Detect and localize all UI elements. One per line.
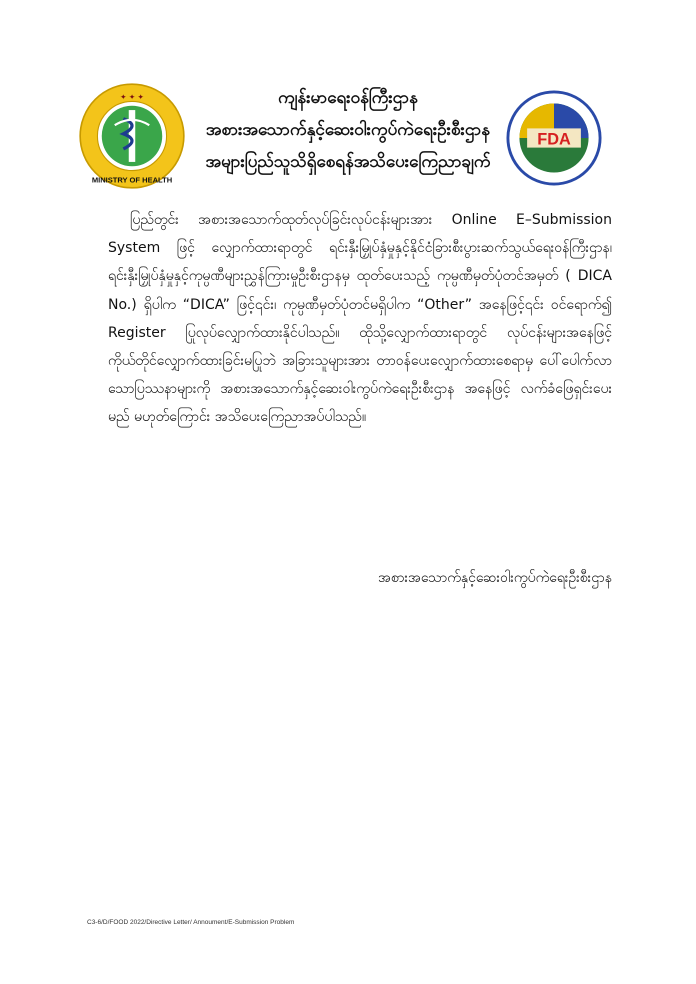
announcement-title: အများပြည်သူသိရှိစေရန်အသိပေးကြေညာချက် <box>205 152 491 172</box>
fda-logo <box>506 90 602 186</box>
ministry-title: ကျန်းမာရေးဝန်ကြီးဌာန <box>278 88 418 108</box>
ministry-of-health-logo <box>78 82 186 190</box>
body-paragraph: ပြည်တွင်း အစားအသောက်ထုတ်လုပ်ခြင်းလုပ်ငန်းများအား Online E–Submission System ဖြင့် လျှောက်ထားရာတွင် ရင်းနှီးမြှုပ်နှံမှုနှင့်နိုင်ငံခြားစီးပွားဆက်သွယ်ရေးဝန်ကြီးဌာန၊ ရင်းနှီးမြှုပ်နှံမှုနှင့်ကုမ္ပဏီများညွှန်ကြားမှုဦးစီးဌာနမှ ထုတ်ပေးသည့် ကုမ္ပဏီမှတ်ပုံတင်အမှတ် ( DICA No.) ရှိပါက “DICA” ဖြင့်၎င်း၊ ကုမ္ပဏီမှတ်ပုံတင်မရှိပါက “Other” အနေဖြင့်၎င်း ဝင်ရောက်၍ Register ပြုလုပ်လျှောက်ထားနိုင်ပါသည်။ ထိုသို့လျှောက်ထားရာတွင် လုပ်ငန်းများအနေဖြင့် ကိုယ်တိုင်လျှောက်ထားခြင်းမပြုဘဲ အခြားသူများအား တာဝန်ပေးလျှောက်ထားစေရာမှ ပေါ်ပေါက်လာသောပြဿနာများကို အစားအသောက်နှင့်ဆေးဝါးကွပ်ကဲရေးဦးစီးဌာန အနေဖြင့် လက်ခံဖြေရှင်းပေးမည် မဟုတ်ကြောင်း အသိပေးကြေညာအပ်ပါသည်။ <box>108 212 612 426</box>
fda-logo-label: FDA <box>537 130 571 149</box>
document-header <box>180 88 516 184</box>
document-reference: C3-6/D/FOOD 2022/Directive Letter/ Annoument/E-Submission Problem <box>87 919 295 926</box>
svg-text:MINISTRY OF HEALTH: MINISTRY OF HEALTH <box>91 175 173 185</box>
announcement-body <box>108 206 612 432</box>
svg-text:✦ ✦ ✦: ✦ ✦ ✦ <box>120 92 144 102</box>
department-title: အစားအသောက်နှင့်ဆေးဝါးကွပ်ကဲရေးဦးစီးဌာန <box>205 120 491 140</box>
signatory-department: အစားအသောက်နှင့်ဆေးဝါးကွပ်ကဲရေးဦးစီးဌာန <box>377 570 612 586</box>
